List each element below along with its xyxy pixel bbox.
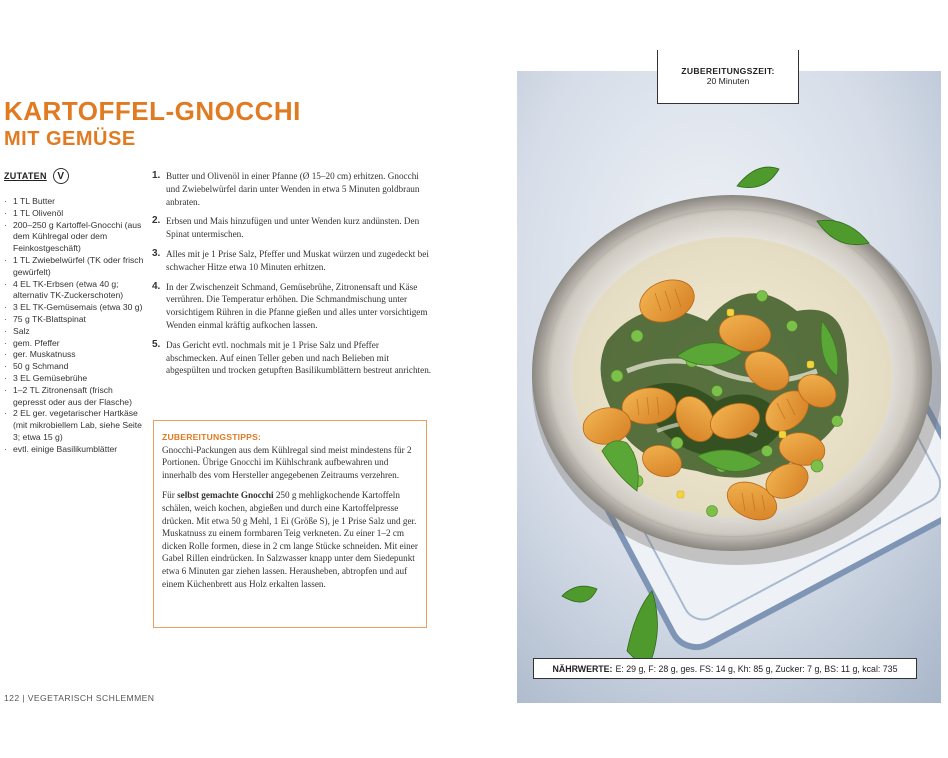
ingredient-item: · 1 TL Butter xyxy=(4,196,56,206)
tips-paragraph-2: Für selbst gemachte Gnocchi 250 g mehligkochende Kartoffeln schälen, weich kochen, abgießen und durch eine Kartoffelpresse drücken. Mit etwa 50 g Mehl, 1 Ei (Größe S), je 1 Prise Salz und ger. Muskatnuss zu einem formbaren Teig verkneten. Zu einer 1–2 cm dicken Rolle formen, diese in 2 cm lange Stücke schneiden. Mit einer Gabel Rillen eindrücken. In Salzwasser knapp unter dem Siedepunkt etwa 6 Minuten gar ziehen lassen. Herausheben, abtropfen und auf einem Küchenbrett aus Holz erkalten lassen. xyxy=(162,490,418,589)
ingredient-item: · Salz xyxy=(4,325,30,336)
ingredient-item: · 4 EL TK-Erbsen (etwa 40 g; alternativ TK-Zuckerschoten) xyxy=(4,278,124,301)
nutrition-label: NÄHRWERTE: xyxy=(552,663,613,674)
page-footer: 122 | VEGETARISCH SCHLEMMEN xyxy=(4,693,155,703)
ingredient-item: · 75 g TK-Blattspinat xyxy=(4,313,86,324)
step-item: 5. Das Gericht evtl. nochmals mit je 1 Prise Salz und Pfeffer abschmecken. Auf einen Teller geben und nach Belieben mit abgespülten und trocken getupften Basilikumblättern bestreut anrichten. xyxy=(152,338,432,376)
step-item: 2. Erbsen und Mais hinzufügen und unter Wenden kurz andünsten. Den Spinat untermischen. xyxy=(152,215,420,240)
ingredient-item: · 3 EL TK-Gemüsemais (etwa 30 g) xyxy=(4,302,143,313)
preparation-tips-box xyxy=(153,420,427,628)
tips-title: ZUBEREITUNGSTIPPS: xyxy=(162,432,262,442)
ingredient-item: · 1–2 TL Zitronensaft (frisch gepresst oder aus der Flasche) xyxy=(4,384,132,407)
ingredient-item: · 50 g Schmand xyxy=(4,361,69,372)
ingredient-item: · evtl. einige Basilikumblätter xyxy=(4,443,118,454)
preparation-time-value: 20 Minuten xyxy=(706,76,750,86)
step-item: 4. In der Zwischenzeit Schmand, Gemüsebrühe, Zitronensaft und Käse verrühren. Die Temperatur erhöhen. Die Schmandmischung unter vorsichtigem Rühren in die Pfanne gießen und alles unter vorsichtigem Wenden einmal kräftig aufkochen lassen. xyxy=(152,280,428,330)
vegetarian-badge-icon: V xyxy=(53,168,69,184)
dish-photo xyxy=(517,71,941,703)
preparation-time-label: ZUBEREITUNGSZEIT: xyxy=(681,66,775,76)
ingredient-item: · gem. Pfeffer xyxy=(4,337,60,348)
ingredients-list xyxy=(4,196,144,456)
recipe-subtitle: MIT GEMÜSE xyxy=(4,128,136,150)
step-item: 3. Alles mit je 1 Prise Salz, Pfeffer und Muskat würzen und zugedeckt bei schwacher Hitze etwa 10 Minuten erhitzen. xyxy=(152,247,429,272)
ingredients-header xyxy=(4,168,69,184)
preparation-time-box xyxy=(657,50,799,104)
step-item: 1. Butter und Olivenöl in einer Pfanne (Ø 15–20 cm) erhitzen. Gnocchi und Zwiebelwürfel darin unter Wenden in etwa 5 Minuten goldbraun anbraten. xyxy=(152,170,420,207)
ingredient-item: · 1 TL Olivenöl xyxy=(4,207,64,218)
ingredient-item: · ger. Muskatnuss xyxy=(4,349,76,360)
preparation-steps xyxy=(152,170,432,384)
nutrition-values: E: 29 g, F: 28 g, ges. FS: 14 g, Kh: 85 g, Zucker: 7 g, BS: 11 g, kcal: 735 xyxy=(615,663,898,674)
recipe-title: KARTOFFEL-GNOCCHI xyxy=(4,96,301,126)
nutrition-box xyxy=(533,658,917,679)
ingredient-item: · 3 EL Gemüsebrühe xyxy=(4,372,88,383)
ingredient-item: · 1 TL Zwiebelwürfel (TK oder frisch gewürfelt) xyxy=(4,254,144,277)
ingredients-label: ZUTATEN xyxy=(4,171,47,181)
ingredient-item: · 200–250 g Kartoffel-Gnocchi (aus dem Kühlregal oder dem Feinkostgeschäft) xyxy=(4,219,142,254)
tips-paragraph-1: Gnocchi-Packungen aus dem Kühlregal sind meist mindestens für 2 Portionen. Übrige Gnocchi im Kühlschrank aufbewahren und innerhalb des vom Hersteller angegebenen Zeitraums verzehren. xyxy=(162,444,412,480)
ingredient-item: · 2 EL ger. vegetarischer Hartkäse (mit mikrobiellem Lab, siehe Seite 3; etwa 15 g) xyxy=(4,408,142,442)
